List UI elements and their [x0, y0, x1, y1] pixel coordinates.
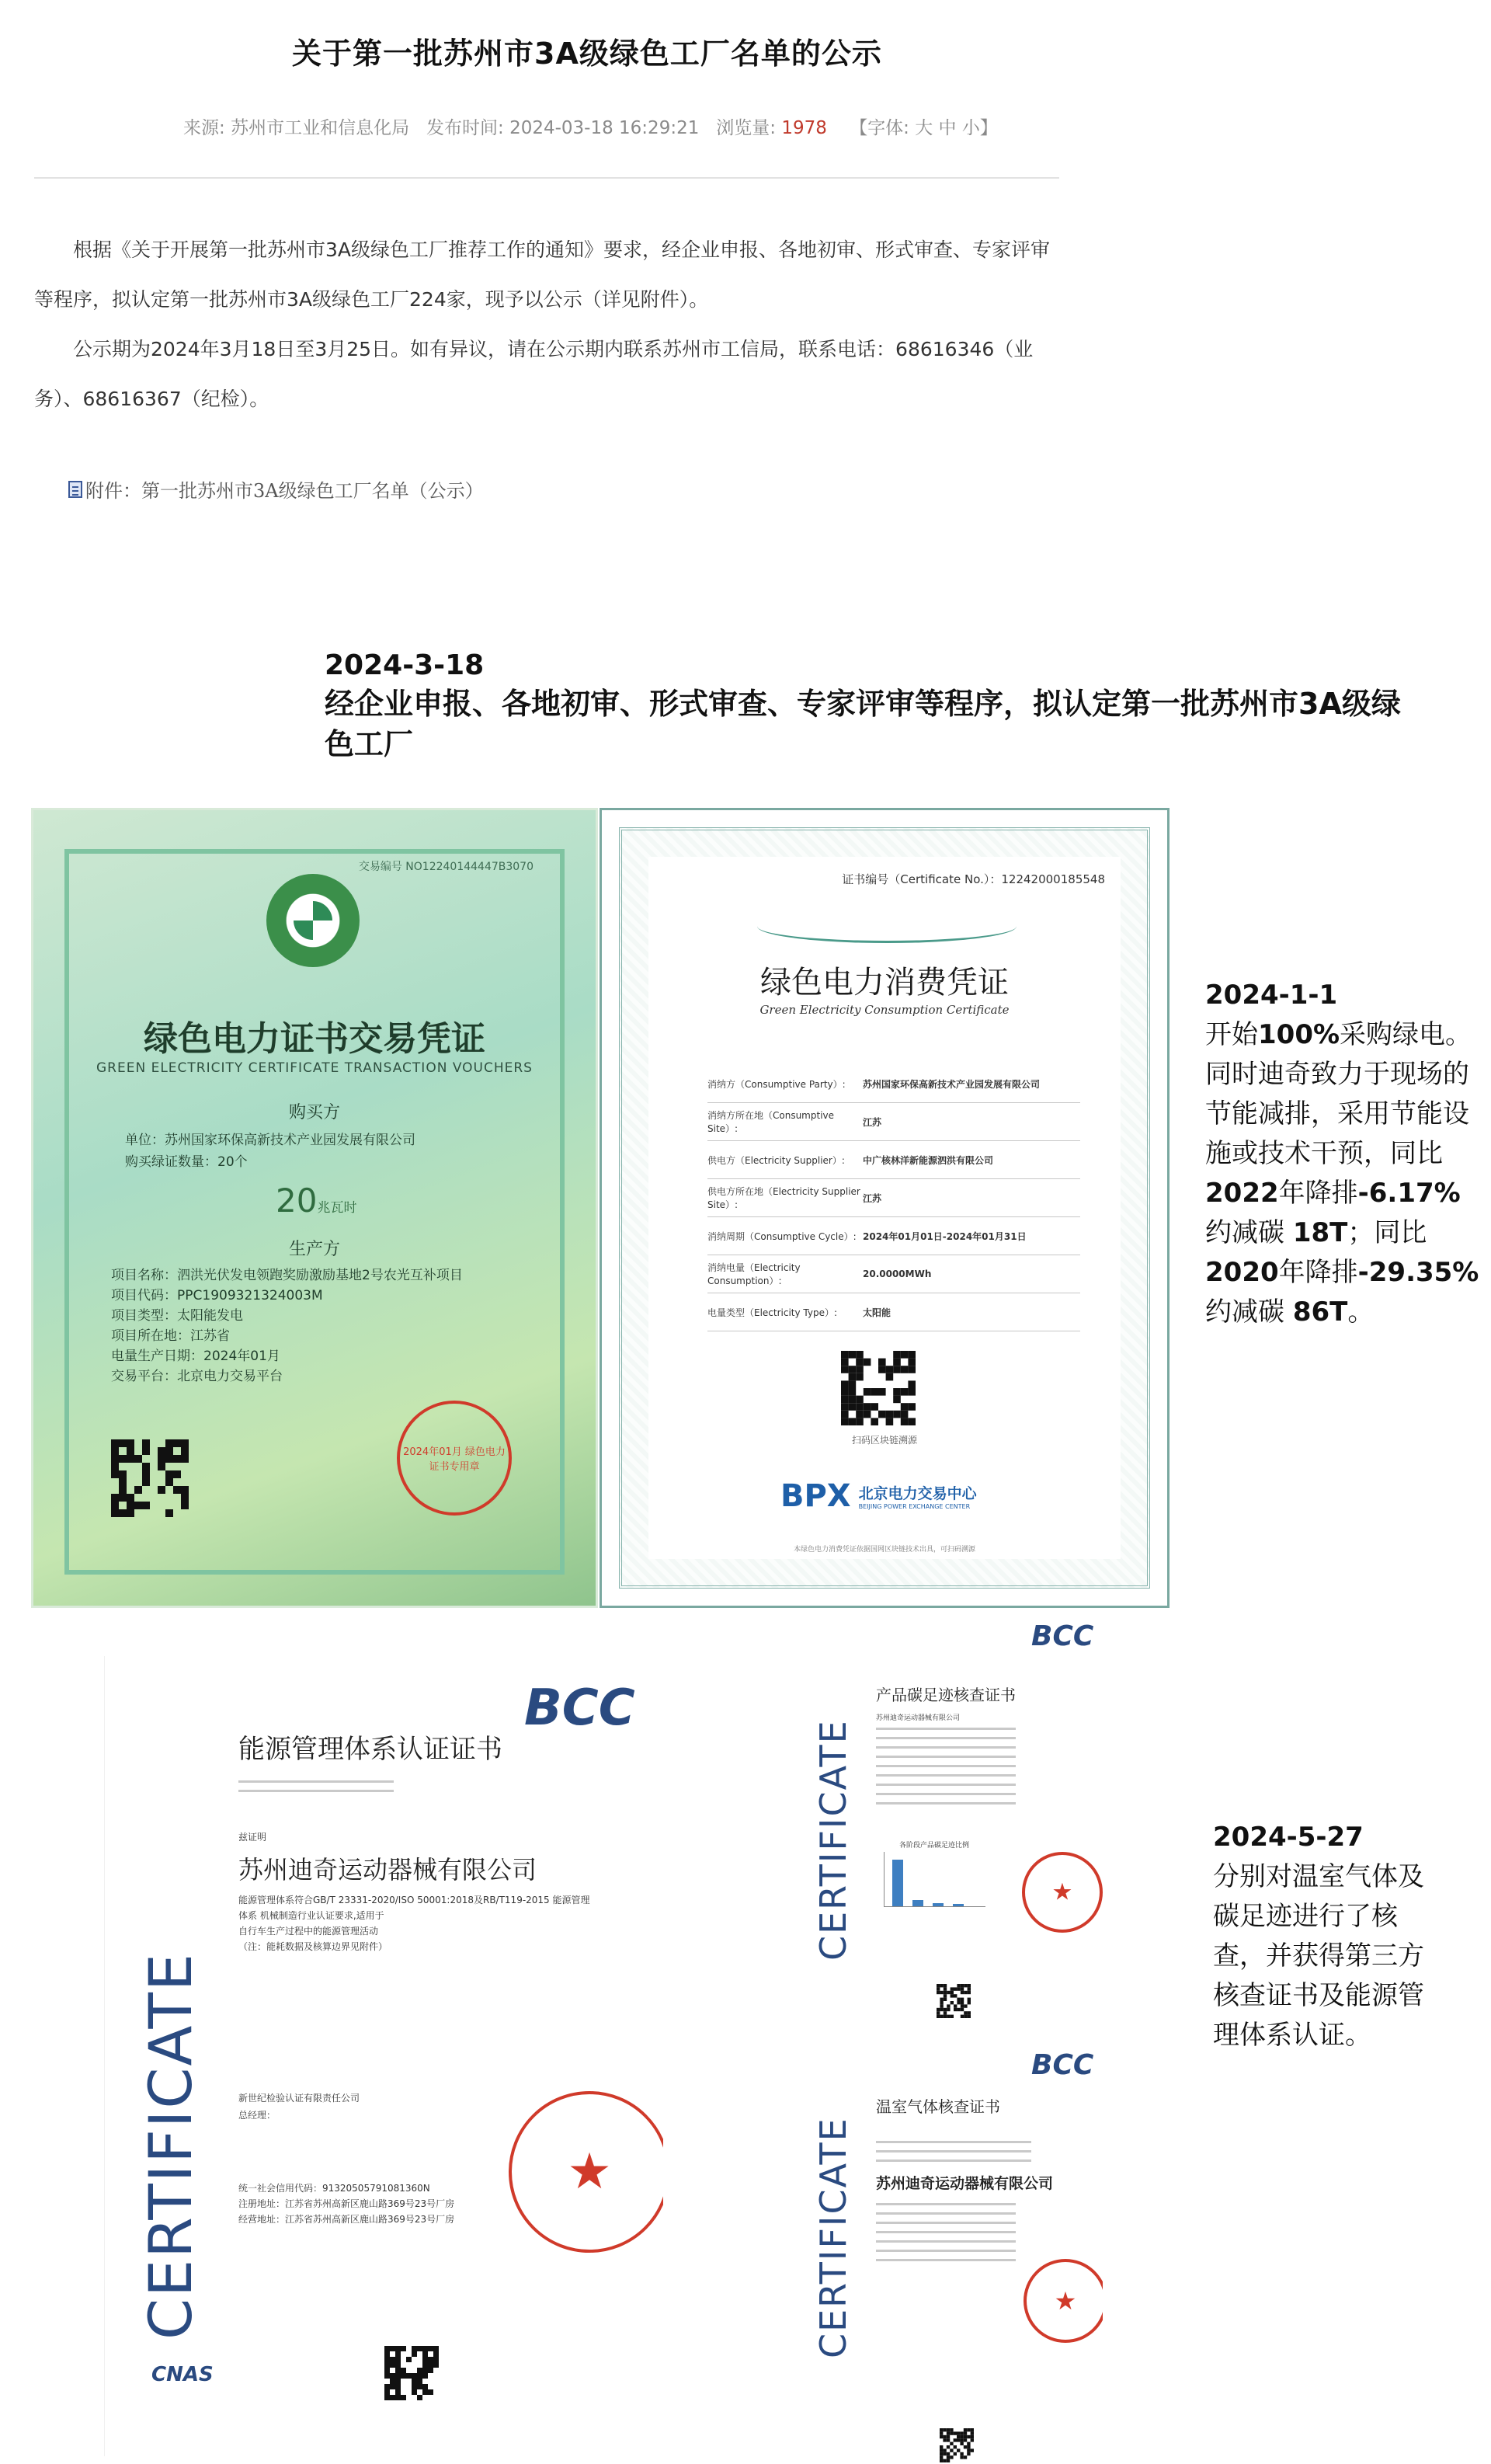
source-value: 苏州市工业和信息化局 [231, 118, 410, 138]
bpx-name-block [859, 1482, 977, 1510]
field-row [707, 1103, 1080, 1141]
note-text: 约减碳 [1205, 1296, 1293, 1328]
carbon-footprint-certificate-image [798, 1619, 1103, 2038]
detail-lines [876, 1728, 1016, 1811]
note-text: ；同比 [1347, 1217, 1427, 1248]
buyer-unit: 单位：苏州国家环保高新技术产业园发展有限公司 [125, 1133, 415, 1148]
headline-text: 经企业申报、各地初审、形式审查、专家评审等程序，拟认定第一批苏州市3A级绿色工厂 [325, 687, 1401, 761]
attachment-link[interactable] [68, 475, 484, 503]
certified-company: 苏州迪奇运动器械有限公司 [876, 1714, 961, 1722]
field-key: 消纳方所在地（Consumptive Site）: [707, 1110, 835, 1134]
red-seal [1024, 2259, 1103, 2343]
certificate-title: 能源管理体系认证证书 [238, 1734, 502, 1765]
field-row [707, 1179, 1080, 1217]
time-label: 发布时间: [426, 118, 504, 138]
announcement-meta [183, 113, 998, 139]
note-text: 约减碳 [1205, 1217, 1293, 1248]
project-item: 电量生产日期：2024年01月 [111, 1349, 280, 1364]
certificate-title-cn: 绿色电力证书交易凭证 [144, 1019, 485, 1059]
mini-bar [892, 1860, 903, 1906]
transaction-number: 交易编号 NO12240144447B3070 [358, 861, 533, 873]
note-text: 年降排 [1278, 1257, 1358, 1288]
field-key: 供电方所在地（Electricity Supplier Site）: [707, 1186, 860, 1210]
note-figure: -29.35% [1357, 1257, 1479, 1288]
note-text: 采购绿电。同时迪奇致力于现场的节能减排，采用节能设施或技术干预，同比 [1205, 1019, 1472, 1169]
note-text: 年降排 [1278, 1178, 1358, 1209]
font-medium-link[interactable]: 中 [938, 118, 957, 138]
red-seal: 2024年01月 绿色电力证书专用章 [397, 1401, 512, 1516]
headline-date: 2024-3-18 [325, 649, 485, 681]
project-item: 项目名称：泗洪光伏发电领跑奖励激励基地2号农光互补项目 [111, 1268, 463, 1283]
scope-line: 自行车生产过程中的能源管理活动 [238, 1926, 379, 1937]
font-size-label: 【字体: [850, 118, 909, 138]
field-value: 江苏 [863, 1192, 882, 1204]
note-text: 。 [1347, 1296, 1375, 1328]
field-key: 电量类型（Electricity Type）: [707, 1307, 838, 1318]
chart-label: 各阶段产品碳足迹比例 [899, 1842, 970, 1850]
certified-company: 苏州迪奇运动器械有限公司 [876, 2175, 1054, 2192]
green-power-note [1205, 976, 1485, 1332]
note-figure: 18T [1292, 1217, 1348, 1248]
business-address: 经营地址：江苏省苏州高新区鹿山路369号23号厂房 [238, 2214, 455, 2225]
qr-code-icon [384, 2346, 439, 2400]
green-electricity-logo-icon [266, 874, 360, 967]
bcc-logo: BCC [1031, 2049, 1094, 2081]
certificate-vertical-text: CERTIFICATE [812, 1719, 854, 1961]
qr-code-icon [111, 1439, 189, 1517]
buyer-quantity: 购买绿证数量：20个 [125, 1154, 248, 1170]
detail-lines [876, 2203, 1016, 2268]
field-row [707, 1255, 1080, 1293]
green-certificate-voucher-image [31, 808, 598, 1608]
certify-label: 兹证明 [238, 1832, 267, 1843]
certificate-number: 证书编号（Certificate No.）：12242000185548 [842, 872, 1105, 886]
field-value: 2024年01月01日-2024年01月31日 [863, 1230, 1027, 1242]
greenhouse-gas-certificate-image [798, 2040, 1103, 2464]
buyer-label: 购买方 [288, 1103, 340, 1122]
field-value: 太阳能 [863, 1307, 891, 1318]
mini-chart [884, 1852, 985, 1907]
red-seal [509, 2091, 663, 2253]
red-seal [1022, 1852, 1103, 1933]
note-figure: 2022 [1205, 1178, 1279, 1209]
registered-address: 注册地址：江苏省苏州高新区鹿山路369号23号厂房 [238, 2198, 455, 2209]
project-item: 项目所在地：江苏省 [111, 1328, 230, 1344]
field-value: 江苏 [863, 1116, 882, 1128]
divider [34, 177, 1059, 179]
project-items [111, 1265, 463, 1387]
qr-label: 扫码区块链溯源 [851, 1435, 917, 1446]
note-date: 2024-5-27 [1213, 1822, 1364, 1853]
certificate-footnote: 本绿色电力消费凭证依据国网区块链技术出具，可扫码溯源 [793, 1546, 975, 1554]
bcc-logo: BCC [524, 1679, 635, 1737]
ref-lines [238, 1780, 394, 1799]
field-row [707, 1293, 1080, 1331]
bpx-name-cn: 北京电力交易中心 [858, 1485, 977, 1502]
time-value: 2024-03-18 16:29:21 [509, 118, 700, 138]
qr-code-icon [940, 2428, 974, 2462]
manager-label: 总经理： [238, 2110, 276, 2121]
project-item: 项目类型：太阳能发电 [111, 1308, 243, 1324]
qr-code-icon [841, 1351, 916, 1425]
field-key: 消纳电量（Electricity Consumption）: [707, 1262, 801, 1286]
energy-management-certificate-image [104, 1656, 663, 2456]
issuer-name: 新世纪检验认证有限责任公司 [238, 2093, 360, 2104]
note-figure: -6.17% [1357, 1178, 1461, 1209]
source-label: 来源: [183, 118, 225, 138]
mini-bar [912, 1900, 923, 1906]
attachment-label[interactable]: 附件：第一批苏州市3A级绿色工厂名单（公示） [85, 480, 484, 502]
field-value: 苏州国家环保高新技术产业园发展有限公司 [863, 1078, 1041, 1090]
certificate-vertical-text: CERTIFICATE [136, 1952, 205, 2340]
bpx-logo [780, 1478, 977, 1514]
certificate-fields [707, 1065, 1080, 1331]
note-text: 开始 [1205, 1019, 1258, 1050]
field-row [707, 1141, 1080, 1179]
certificate-title: 温室气体核查证书 [876, 2097, 1000, 2116]
field-row [707, 1217, 1080, 1255]
mini-bar [933, 1903, 944, 1906]
qr-code-icon [937, 1984, 971, 2018]
quantity-figure [276, 1182, 356, 1220]
views-count: 1978 [781, 118, 827, 138]
note-text: 分别对温室气体及碳足迹进行了核查，并获得第三方核查证书及能源管理体系认证。 [1213, 1861, 1424, 2051]
project-item: 项目代码：PPC1909321324003M [111, 1288, 323, 1303]
field-value: 20.0000MWh [863, 1269, 932, 1279]
note-figure: 2020 [1205, 1257, 1279, 1288]
announcement-title: 关于第一批苏州市3A级绿色工厂名单的公示 [292, 37, 882, 71]
bcc-logo: BCC [1031, 1620, 1094, 1652]
certified-company: 苏州迪奇运动器械有限公司 [238, 1855, 537, 1885]
cnas-logo: CNAS [151, 2363, 214, 2386]
scope-line: 体系 机械制造行业认证要求,适用于 [238, 1910, 384, 1921]
font-large-link[interactable]: 大 [915, 118, 933, 138]
field-row [707, 1065, 1080, 1103]
certificate-title-en: GREEN ELECTRICITY CERTIFICATE TRANSACTION VOUCHERS [96, 1060, 533, 1076]
verification-note [1213, 1818, 1446, 2055]
body-paragraph-2: 公示期为2024年3月18日至3月25日。如有异议，请在公示期内联系苏州市工信局，联系电话：68616346（业务）、68616367（纪检）。 [34, 338, 1034, 410]
project-item: 交易平台：北京电力交易平台 [111, 1369, 283, 1384]
credit-code: 统一社会信用代码：91320505791081360N [238, 2183, 430, 2194]
bpx-logo-text: BPX [780, 1478, 851, 1514]
certificate-title-en: Green Electricity Consumption Certificate [759, 1003, 1010, 1017]
views-label: 浏览量: [716, 118, 777, 138]
scope-line: （注：能耗数据及核算边界见附件） [238, 1941, 388, 1952]
field-key: 消纳方（Consumptive Party）: [707, 1078, 846, 1090]
certificate-title: 产品碳足迹核查证书 [876, 1686, 1016, 1704]
field-key: 供电方（Electricity Supplier）: [707, 1154, 845, 1166]
document-icon [68, 481, 82, 498]
body-paragraph-1: 根据《关于开展第一批苏州市3A级绿色工厂推荐工作的通知》要求，经企业申报、各地初审、形式审查、专家评审等程序，拟认定第一批苏州市3A级绿色工厂224家，现予以公示（详见附件）。 [34, 238, 1051, 311]
green-electricity-consumption-certificate-image [600, 808, 1170, 1608]
field-key: 消纳周期（Consumptive Cycle）: [707, 1230, 857, 1242]
mini-bar [953, 1904, 964, 1906]
quantity-number: 20 [276, 1182, 318, 1220]
announcement-body [34, 225, 1059, 424]
field-value: 中广核林洋新能源泗洪有限公司 [863, 1154, 994, 1166]
certificate-title-cn: 绿色电力消费凭证 [760, 965, 1009, 1001]
scope-line: 能源管理体系符合GB/T 23331-2020/ISO 50001:2018及RB/T119-2015 能源管理 [238, 1895, 590, 1905]
note-figure: 86T [1292, 1296, 1348, 1328]
certificate-vertical-text: CERTIFICATE [812, 2117, 854, 2358]
producer-label: 生产方 [288, 1240, 340, 1259]
ornament-icon [757, 910, 1017, 943]
font-small-link[interactable]: 小】 [961, 118, 998, 138]
note-figure: 100% [1258, 1019, 1340, 1050]
bpx-name-en: BEIJING POWER EXCHANGE CENTER [858, 1503, 971, 1510]
quantity-unit: 兆瓦时 [317, 1200, 357, 1216]
detail-lines [876, 2141, 1031, 2169]
note-date: 2024-1-1 [1205, 980, 1338, 1011]
